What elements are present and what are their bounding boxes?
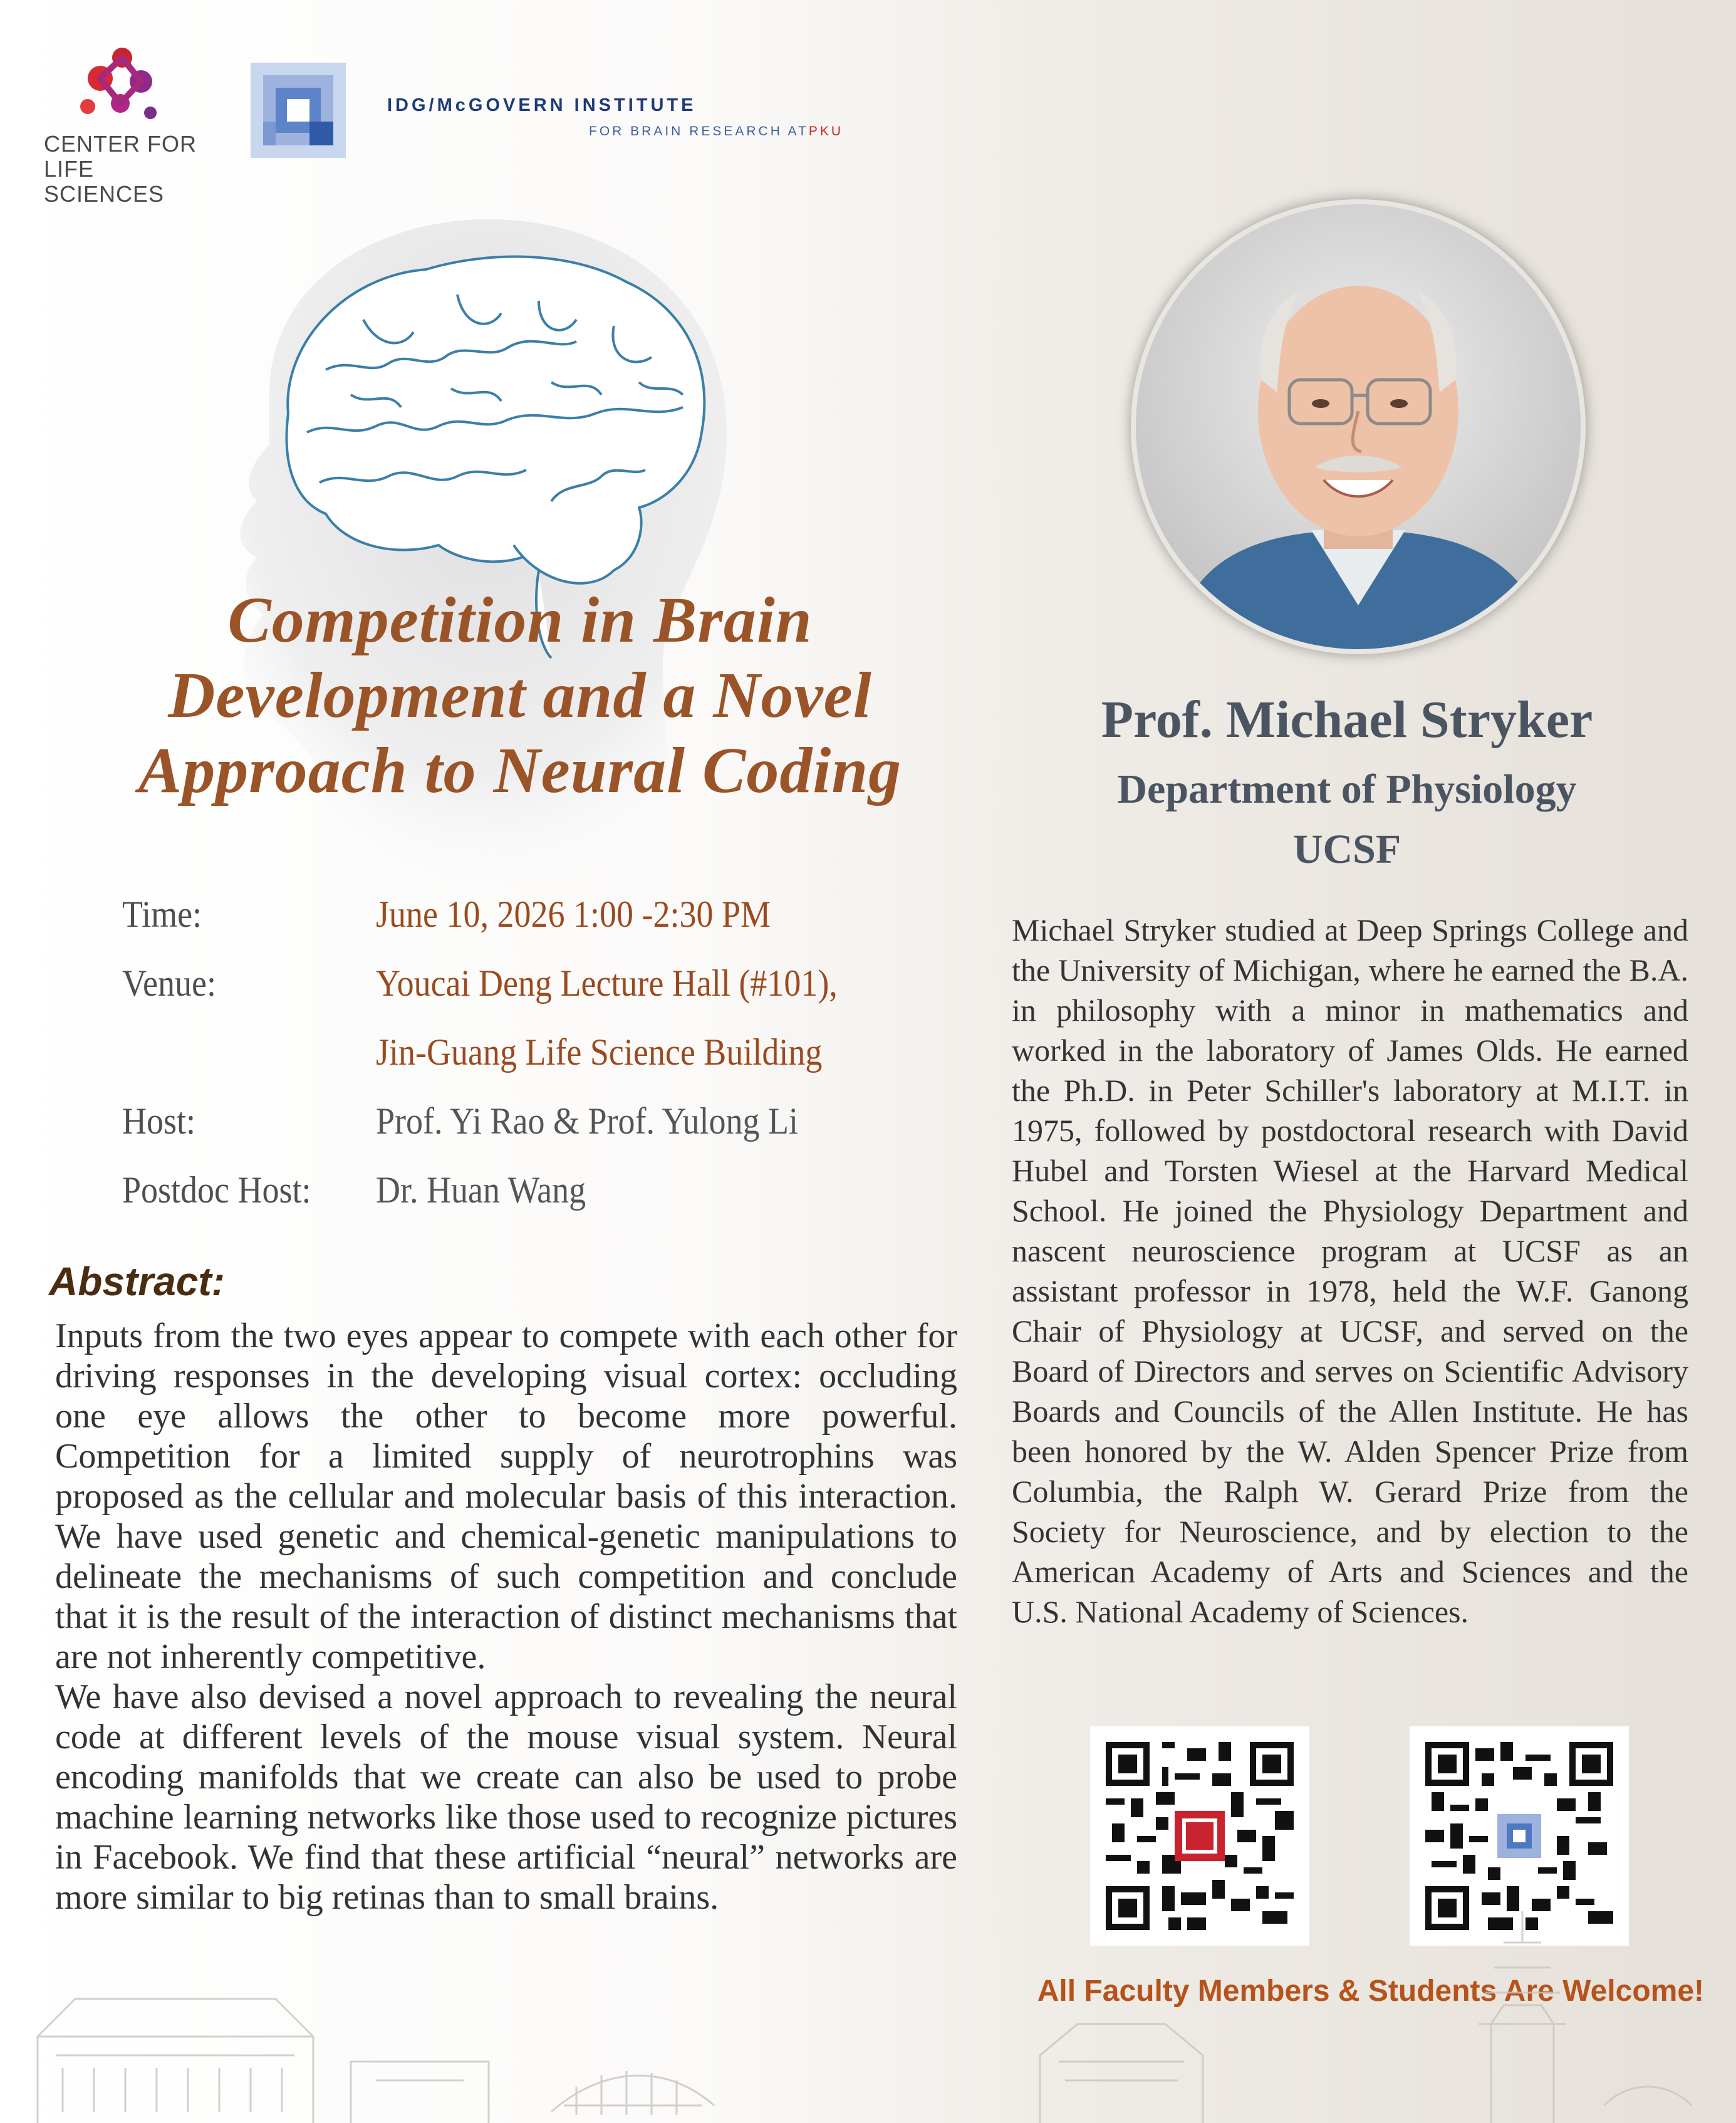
speaker-portrait: [1131, 199, 1586, 654]
speaker-photo-icon: [1136, 204, 1581, 649]
center-logo-line2: LIFE SCIENCES: [44, 156, 165, 207]
venue-value-line1: Youcai Deng Lecture Hall (#101),: [376, 962, 838, 1004]
institute-subtitle-text: FOR BRAIN RESEARCH AT: [589, 124, 809, 138]
postdoc-host-label: Postdoc Host:: [122, 1169, 311, 1211]
institute-subtitle: [589, 124, 843, 139]
abstract-heading: Abstract:: [49, 1259, 225, 1304]
center-logo-line1: CENTER FOR: [44, 131, 197, 157]
talk-title-line2: Development and a Novel: [168, 659, 872, 731]
talk-title-line1: Competition in Brain: [227, 584, 813, 656]
speaker-organization: UCSF: [1292, 827, 1401, 872]
center-for-life-sciences-wordmark: [44, 132, 207, 207]
host-value: Prof. Yi Rao & Prof. Yulong Li: [376, 1100, 799, 1142]
idg-mcgovern-logo-icon: [251, 63, 346, 158]
campus-buildings-decoration: [0, 1899, 1736, 2123]
postdoc-host-value: Dr. Huan Wang: [376, 1169, 586, 1211]
abstract-body: [55, 1316, 957, 1917]
time-label: Time:: [122, 894, 202, 935]
abstract-paragraph-1: Inputs from the two eyes appear to compete with each other for driving responses in the developing visual cortex: occluding one eye allows the other to become more powerful. Competition for a limited supply of neurotrophins was proposed as the cellular and molecular basis of this interaction. We have used genetic and chemical-genetic manipulations to delineate the mechanisms of such competition and conclude that it is the result of the interaction of distinct mechanisms that are not inherently competitive.: [55, 1317, 957, 1676]
talk-title-line3: Approach to Neural Coding: [138, 734, 902, 806]
venue-label: Venue:: [122, 962, 216, 1004]
time-value: June 10, 2026 1:00 -2:30 PM: [376, 894, 771, 935]
institute-name: IDG/McGOVERN INSTITUTE: [387, 95, 697, 115]
speaker-department: Department of Physiology: [1117, 766, 1577, 812]
speaker-bio: Michael Stryker studied at Deep Springs College and the University of Michigan, where he earned the B.A. in philosophy with a minor in mathematics and worked in the laboratory of James Olds. He earned the Ph.D. in Peter Schiller's laboratory at M.I.T. in 1975, followed by postdoctoral research with David Hubel and Torsten Wiesel at the Harvard Medical School. He joined the Physiology Department and nascent neuroscience program at UCSF as an assistant professor in 1978, held the W.F. Ganong Chair of Physiology at UCSF, and served on the Board of Directors and serves on Scientific Advisory Boards and Councils of the Allen Institute. He has been honored by the W. Alden Spencer Prize from Columbia, the Ralph W. Gerard Prize from the Society for Neuroscience, and by election to the American Academy of Arts and Sciences and the U.S. National Academy of Sciences.: [1012, 912, 1688, 1629]
venue-value-line2: Jin-Guang Life Science Building: [376, 1031, 823, 1073]
speaker-name: Prof. Michael Stryker: [1101, 691, 1593, 749]
abstract-paragraph-2: We have also devised a novel approach to revealing the neural code at different levels of the mouse visual system. Neural encoding manifolds that we create can also be used to probe machine learning networks like those used to recognize pictures in Facebook. We find that these artificial “neural” networks are more similar to big retinas than to small brains.: [55, 1677, 957, 1917]
host-label: Host:: [122, 1100, 196, 1142]
institute-subtitle-pku: PKU: [808, 124, 844, 138]
welcome-message: All Faculty Members & Students Are Welcome!: [1037, 1974, 1704, 2008]
center-for-life-sciences-logo-icon: [63, 44, 169, 132]
talk-title: [75, 583, 965, 808]
